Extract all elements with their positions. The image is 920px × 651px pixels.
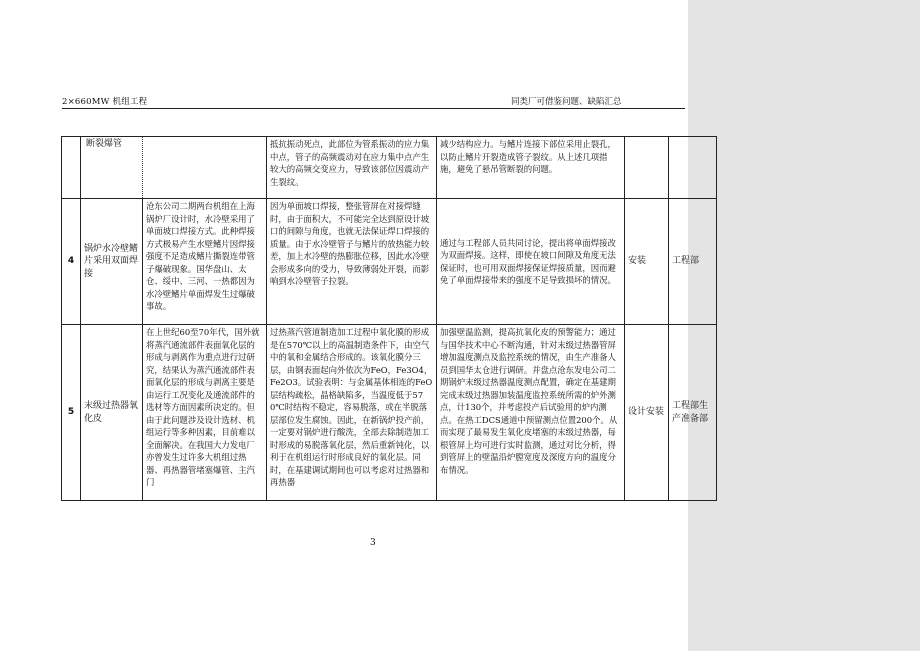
item-name: 断裂爆管 — [81, 137, 143, 199]
row-number: 4 — [62, 199, 81, 325]
item-dept: 工程部 — [669, 199, 717, 325]
header-left: 2×660MW 机组工程 — [62, 97, 148, 107]
item-stage — [625, 137, 669, 199]
side-panel — [688, 0, 920, 651]
item-cause: 因为单面坡口焊接，整张管屏在对接焊缝时，由于面积大，不可能完全达到原设计坡口的间隙与角度，也就无法保证焊口焊接的质量。由于水冷壁管子与鳍片的放热能力较差，加上水冷壁的热膨胀位移，因此水冷壁会形成多向的受力，导致薄弱处开裂，而影响到水冷壁管子拉裂。 — [267, 199, 437, 325]
item-stage: 设计安装 — [625, 325, 669, 501]
item-dept — [669, 137, 717, 199]
page-number: 3 — [370, 538, 376, 548]
item-stage: 安装 — [625, 199, 669, 325]
issues-table — [61, 136, 717, 501]
table-row — [62, 137, 717, 199]
row-number: 5 — [62, 325, 81, 501]
row-number — [62, 137, 81, 199]
item-cause: 过热蒸汽管道制造加工过程中氧化膜的形成是在570℃以上的高温制造条件下，由空气中的氧和金属结合形成的。该氧化膜分三层，由钢表面起向外依次为FeO，Fe3O4，Fe2O3。试验表明：与金属基体相连的FeO层结构疏松，晶格缺陷多，当温度低于570℃时结构不稳定，容易脱落，或在半脱落层部位发生腐蚀。因此，在新锅炉投产前，一定要对锅炉进行酸洗，全部去除制造加工时形成的易脱落氧化层，然后重新钝化，以利于在机组运行时形成良好的氧化层。同时，在基建调试期间也可以考虑对过热器和再热器 — [267, 325, 437, 501]
item-name: 锅炉水冷壁鳍片采用双面焊接 — [81, 199, 143, 325]
item-cause: 抵抗振动死点，此部位为管系振动的应力集中点，管子的高频震动对在应力集中点产生较大的高频交变应力，导致该部位因震动产生裂纹。 — [267, 137, 437, 199]
table-row — [62, 199, 717, 325]
item-background: 沧东公司二期两台机组在上海锅炉厂设计时，水冷壁采用了单面坡口焊接方式。此种焊接方式极易产生水壁鳍片因焊接强度不足造成鳍片撕裂连带管子爆破现象。国华盘山、太仓、绥中、三河、一热都因为水冷壁鳍片单面焊发生过爆破事故。 — [143, 199, 267, 325]
item-background — [143, 137, 267, 199]
item-measure: 减少结构应力。与鳍片连接下部位采用止裂孔，以防止鳍片开裂造成管子裂纹。从上述几项措施，避免了悬吊管断裂的问题。 — [437, 137, 625, 199]
header-right: 同类厂可借鉴问题、缺陷汇总 — [511, 97, 622, 107]
item-name: 末级过热器氧化皮 — [81, 325, 143, 501]
item-dept: 工程部生产准备部 — [669, 325, 717, 501]
header-rule — [62, 108, 685, 109]
table-row — [62, 325, 717, 501]
item-measure: 加强壁温监测，提高抗氧化皮的预警能力；通过与国华技术中心不断沟通，针对末级过热器管屏增加温度测点及监控系统的情况，由生产准备人员到国华太仓进行调研。并盘点沧东发电公司二期锅炉末级过热器温度测点配置，确定在基建期完成末级过热器加装温度监控系统所需的炉外测点，计130个，并考虑投产后试验用的炉内测点。在热工DCS通道中预留测点位置200个。从而实现了最易发生氧化皮堵塞的末级过热器，每根管屏上均可进行实时监测，通过对比分析，得到管屏上的壁温沿炉膛宽度及深度方向的温度分布情况。 — [437, 325, 625, 501]
item-background: 在上世纪60至70年代，国外就将蒸汽通流部件表面氧化层的形成与剥离作为重点进行过研究，结果认为蒸汽通流部件表面氧化层的形成与剥离主要是由运行工况变化及通流部件的选材等方面因素所决定的。但由于此问题涉及设计选材、机组运行等多种因素，目前难以全面解决。在我国大力发电厂亦曾发生过许多大机组过热器、再热器管堵塞爆管、主汽门 — [143, 325, 267, 501]
item-measure: 通过与工程部人员共同讨论，提出将单面焊接改为双面焊接。这样，即使在坡口间隙及角度无法保证时，也可用双面焊接保证焊接质量，因而避免了单面焊接带来的强度不足导致损坏的情况。 — [437, 199, 625, 325]
